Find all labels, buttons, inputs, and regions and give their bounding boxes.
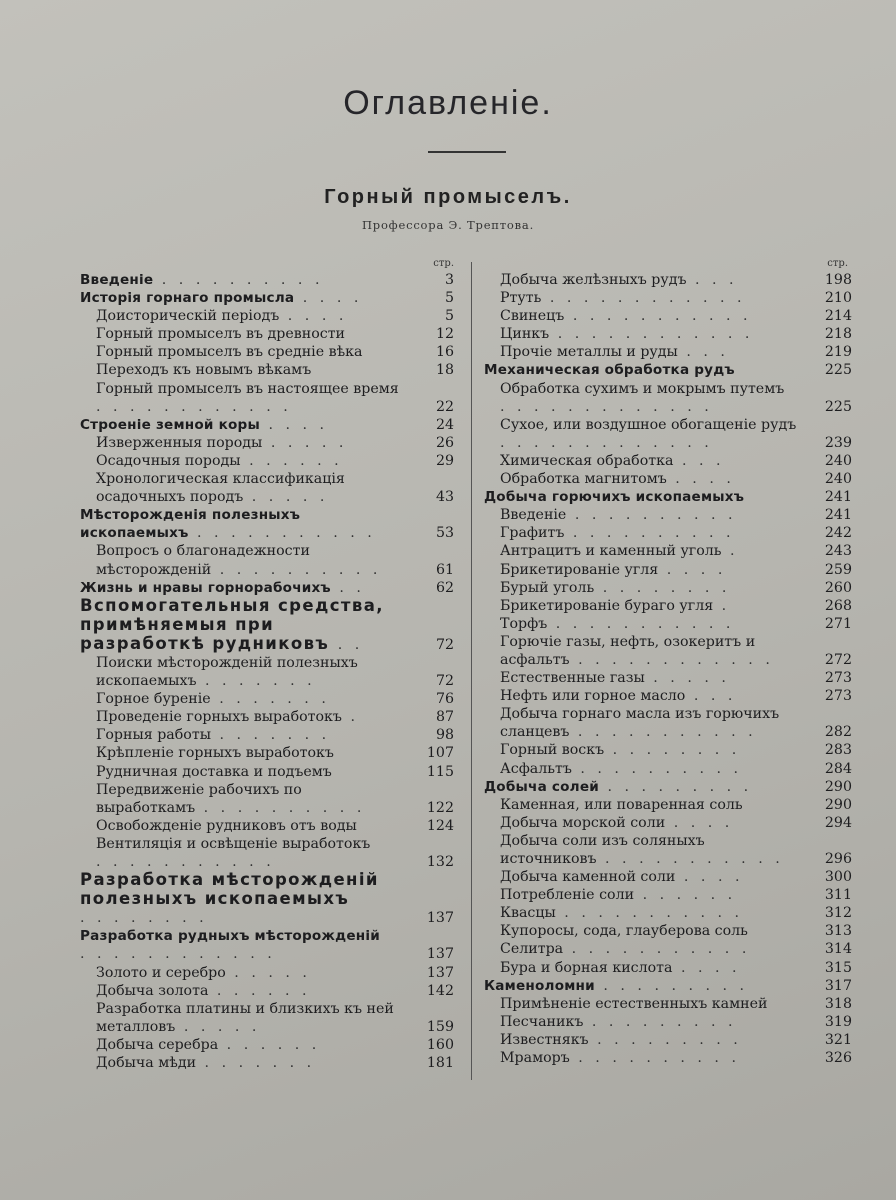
toc-entry	[480, 343, 856, 361]
toc-entry-title: Исторія горнаго промысла	[80, 290, 295, 307]
toc-leader-dots: . . . . .	[175, 1018, 261, 1035]
toc-entry-title: Брикетированіе бураго угля	[500, 597, 714, 614]
toc-leader-dots: . . .	[677, 344, 729, 361]
toc-entry-title: Цинкъ	[500, 326, 550, 343]
toc-page-number: 241	[824, 507, 852, 524]
toc-page-number: 239	[824, 434, 852, 451]
toc-entry-title: Разработка платины и близкихъ къ ней металловъ	[96, 1000, 394, 1035]
toc-entry-title: Освобожденіе рудниковъ отъ воды	[96, 817, 357, 834]
toc-entry	[76, 871, 460, 927]
toc-page-number: 240	[824, 471, 852, 488]
toc-page-number: 12	[435, 326, 454, 343]
toc-page-number: 282	[824, 724, 852, 741]
toc-page-number: 272	[824, 651, 852, 668]
toc-entry-title: Песчаникъ	[500, 1013, 584, 1030]
toc-entry-title: Торфъ	[500, 615, 548, 632]
toc-page-number: 315	[824, 959, 852, 976]
toc-entry	[480, 416, 856, 452]
toc-entry-title: Рудничная доставка и подъемъ	[96, 763, 332, 780]
toc-entry-title: Квасцы	[500, 905, 556, 922]
toc-leader-dots: . . . . . . . . . .	[569, 1050, 740, 1067]
toc-entry	[76, 964, 460, 982]
toc-page-number: 87	[435, 709, 454, 726]
toc-page-number: 259	[824, 561, 852, 578]
toc-entry	[76, 506, 460, 542]
toc-leader-dots: . . . . . . . . . .	[564, 525, 735, 542]
toc-entry-title: Свинецъ	[500, 308, 565, 325]
toc-page-number: 314	[824, 941, 852, 958]
toc-entry	[76, 835, 460, 871]
toc-entry-title: Естественные газы	[500, 670, 645, 687]
toc-leader-dots: . . . .	[279, 308, 348, 325]
toc-entry	[480, 796, 856, 814]
toc-leader-dots: . . . .	[259, 416, 329, 433]
toc-leader-dots: .	[713, 597, 731, 614]
toc-page-number: 115	[426, 763, 454, 780]
toc-entry	[76, 690, 460, 708]
toc-entry	[76, 781, 460, 817]
toc-entry-title: Введеніе	[80, 272, 154, 288]
toc-leader-dots: . . . . . . . . .	[594, 977, 749, 994]
toc-entry	[76, 434, 460, 452]
toc-entry-title: Добыча горнаго масла изъ горючихъ сланцевъ	[500, 706, 780, 741]
toc-leader-dots: . . . . . . . . .	[583, 1013, 737, 1030]
toc-page-number: 214	[824, 308, 852, 325]
toc-leader-dots: . . . . . . . . . . . .	[549, 326, 754, 343]
toc-entry	[480, 615, 856, 633]
page-column-label: стр.	[433, 258, 454, 269]
toc-entry-title: Переходъ къ новымъ вѣкамъ	[96, 362, 312, 379]
toc-page-number: 218	[824, 326, 852, 343]
toc-entry-title: Разработка рудныхъ мѣсторожденій	[80, 928, 380, 945]
toc-page-number: 53	[435, 525, 454, 542]
toc-entry-title: Антрацитъ и каменный уголь	[500, 543, 722, 560]
toc-page-number: 273	[824, 670, 852, 687]
toc-entry	[76, 927, 460, 963]
toc-leader-dots: . . . . . . . . . . . .	[80, 946, 276, 963]
toc-entry	[480, 488, 856, 506]
toc-entry	[480, 506, 856, 524]
toc-leader-dots: . . . . . . . . . . . .	[569, 651, 774, 668]
toc-left-entries	[76, 271, 460, 1072]
toc-entry	[76, 817, 460, 835]
toc-entry	[480, 1031, 856, 1049]
toc-entry	[76, 361, 460, 379]
toc-entry-title: Обработка магнитомъ	[500, 471, 667, 488]
toc-page-number: 198	[824, 272, 852, 288]
toc-page-number: 268	[824, 597, 852, 614]
toc-leader-dots: .	[341, 709, 359, 726]
toc-leader-dots: . . . . . . . . . . .	[569, 724, 757, 741]
toc-leader-dots: . . . .	[666, 471, 735, 488]
toc-entry-title: Механическая обработка рудъ	[484, 362, 735, 379]
toc-leader-dots: . . . . . . . . . . .	[555, 905, 744, 922]
toc-entry-title: Селитра	[500, 941, 564, 958]
toc-entry	[480, 814, 856, 832]
toc-entry-title: Введеніе	[500, 507, 567, 524]
page-title: Оглавленіе.	[343, 84, 553, 122]
toc-entry	[480, 778, 856, 796]
toc-entry	[480, 904, 856, 922]
toc-entry	[76, 726, 460, 744]
toc-entry	[480, 705, 856, 741]
toc-entry	[76, 597, 460, 654]
toc-right-entries	[480, 271, 856, 1067]
toc-leader-dots: . . . . . . . . . . .	[563, 941, 751, 958]
toc-entry	[480, 741, 856, 759]
toc-leader-dots: . . . . .	[225, 964, 311, 981]
toc-entry-title: Доисторическій періодъ	[96, 308, 280, 325]
toc-entry-title: Мѣсторожденія полезныхъ ископаемыхъ	[80, 507, 301, 542]
toc-page-number: 160	[426, 1036, 454, 1053]
toc-entry-title: Вопросъ о благонадежности мѣсторожденій	[96, 543, 310, 578]
toc-entry	[76, 416, 460, 434]
toc-page-number: 313	[824, 923, 852, 940]
toc-entry-title: Добыча соли изъ соляныхъ источниковъ	[500, 832, 705, 867]
toc-entry-title: Прочіе металлы и руды	[500, 344, 678, 361]
toc-entry	[480, 832, 856, 868]
toc-entry	[480, 633, 856, 669]
toc-entry	[480, 922, 856, 940]
toc-entry	[76, 1054, 460, 1072]
toc-leader-dots: . . . . . . .	[196, 673, 316, 690]
toc-entry	[480, 597, 856, 615]
toc-page-number: 321	[824, 1031, 852, 1048]
toc-entry-title: Купоросы, сода, глауберова соль	[500, 923, 748, 940]
toc-entry-title: Добыча серебра	[96, 1036, 219, 1053]
toc-page-number: 241	[824, 489, 852, 506]
toc-page-number: 132	[426, 854, 454, 870]
toc-entry	[480, 470, 856, 488]
toc-entry	[480, 995, 856, 1013]
toc-entry	[76, 982, 460, 1000]
toc-entry	[76, 271, 460, 289]
toc-page-number: 296	[824, 851, 852, 867]
toc-page-number: 98	[435, 727, 454, 744]
toc-entry	[76, 343, 460, 361]
toc-page-number: 16	[435, 344, 454, 361]
toc-entry-title: Каменоломни	[484, 977, 595, 994]
toc-entry-title: Брикетированіе угля	[500, 561, 659, 578]
toc-page-number: 43	[435, 489, 454, 506]
toc-page-number: 142	[426, 982, 454, 999]
toc-entry	[76, 380, 460, 416]
toc-entry	[76, 542, 460, 578]
toc-page-number: 225	[824, 398, 852, 415]
toc-page-number: 312	[824, 905, 852, 922]
toc-entry-title: Каменная, или поваренная соль	[500, 796, 743, 813]
toc-entry-title: Асфальтъ	[500, 760, 572, 777]
toc-entry	[76, 325, 460, 343]
toc-entry-title: Потребленіе соли	[500, 887, 635, 904]
toc-entry-title: Добыча горючихъ ископаемыхъ	[484, 489, 745, 506]
toc-page-number: 219	[824, 344, 852, 361]
toc-entry	[480, 271, 856, 289]
toc-leader-dots: . . . . . . . . . . . . .	[500, 398, 713, 415]
toc-leader-dots: . . . . . . .	[211, 727, 331, 744]
toc-entry-title: Горный воскъ	[500, 742, 605, 759]
toc-entry	[480, 669, 856, 687]
toc-leader-dots: . . . . . . . .	[604, 742, 741, 759]
toc-page-number: 290	[824, 796, 852, 813]
toc-entry	[480, 542, 856, 560]
column-divider	[471, 262, 472, 1080]
toc-page-number: 24	[435, 416, 454, 433]
toc-entry-title: Золото и серебро	[96, 964, 226, 981]
toc-leader-dots: . . . . . .	[240, 452, 343, 469]
toc-leader-dots: . . . . . . . . . . .	[96, 854, 275, 870]
toc-entry	[76, 1036, 460, 1054]
toc-leader-dots: . . . . .	[262, 434, 348, 451]
toc-page-number: 29	[435, 452, 454, 469]
toc-entry	[480, 760, 856, 778]
toc-page-number: 290	[824, 778, 852, 795]
toc-entry-title: Мраморъ	[500, 1050, 570, 1067]
toc-entry-title: Разработка мѣсторожденій полезныхъ ископаемыхъ	[80, 870, 379, 909]
toc-entry	[480, 868, 856, 886]
toc-page-number: 273	[824, 688, 852, 705]
toc-entry-title: Проведеніе горныхъ выработокъ	[96, 709, 342, 726]
toc-leader-dots: .	[721, 543, 739, 560]
toc-page-number: 124	[426, 817, 454, 834]
toc-page-number: 319	[824, 1013, 852, 1030]
toc-leader-dots: . . . . . . . . . . .	[188, 525, 376, 542]
toc-entry-title: Ртуть	[500, 290, 542, 307]
toc-entry	[76, 1000, 460, 1036]
toc-page-number: 122	[426, 799, 454, 816]
toc-page-number: 243	[824, 543, 852, 560]
toc-entry	[480, 687, 856, 705]
toc-entry	[480, 452, 856, 470]
toc-entry	[480, 977, 856, 995]
toc-entry	[480, 886, 856, 904]
toc-entry-title: Добыча золота	[96, 982, 209, 999]
toc-page-number: 137	[426, 964, 454, 981]
toc-page-number: 18	[435, 362, 454, 379]
toc-entry-title: Поиски мѣсторожденій полезныхъ ископаемыхъ	[96, 654, 358, 690]
toc-leader-dots: . . . . . . . . . . .	[564, 308, 752, 325]
toc-leader-dots: . .	[330, 579, 365, 596]
toc-entry-title: Жизнь и нравы горнорабочихъ	[80, 579, 331, 596]
toc-entry-title: Изверженныя породы	[96, 434, 263, 451]
toc-entry-title: Вентиляція и освѣщеніе выработокъ	[96, 835, 371, 852]
toc-leader-dots: . . . . . . . . . .	[571, 760, 743, 777]
toc-leader-dots: . . . . . . . . . . .	[596, 851, 784, 867]
toc-page-number: 260	[824, 579, 852, 596]
toc-page-number: 317	[824, 977, 852, 994]
toc-entry-title: Горное буреніе	[96, 691, 211, 708]
toc-entry-title: Хронологическая классификація осадочныхъ породъ	[96, 471, 345, 506]
toc-page-number: 318	[824, 995, 852, 1012]
toc-entry	[76, 579, 460, 597]
toc-page-number: 26	[435, 434, 454, 451]
toc-leader-dots: . . . . . . . . .	[598, 778, 753, 795]
toc-page-number: 5	[444, 308, 454, 325]
toc-entry-title: Бурый уголь	[500, 579, 595, 596]
toc-entry-title: Добыча солей	[484, 778, 599, 795]
page-column-label: стр.	[827, 258, 848, 269]
toc-leader-dots: . .	[329, 636, 364, 653]
toc-entry	[480, 361, 856, 379]
toc-entry-title: Нефть или горное масло	[500, 688, 686, 705]
toc-entry-title: Горный промыселъ въ средніе вѣка	[96, 344, 363, 361]
toc-entry-title: Обработка сухимъ и мокрымъ путемъ	[500, 380, 785, 397]
toc-leader-dots: . . . . . . . . .	[588, 1031, 742, 1048]
toc-leader-dots: . . . . . . . . . . .	[547, 615, 735, 632]
toc-page-number: 137	[426, 946, 454, 963]
toc-leader-dots: . . . . . . . .	[594, 579, 731, 596]
toc-page-number: 22	[435, 398, 454, 415]
toc-page-number: 242	[824, 525, 852, 542]
toc-page-number: 72	[435, 636, 454, 653]
author-line: Профессора Э. Трептова.	[361, 218, 535, 232]
toc-leader-dots: . . . .	[665, 814, 734, 831]
toc-leader-dots: . . .	[673, 452, 725, 469]
toc-page-number: 159	[426, 1018, 454, 1035]
toc-leader-dots: . . . . . . . . . . . .	[541, 290, 746, 307]
toc-entry	[480, 1013, 856, 1031]
toc-entry	[76, 708, 460, 726]
toc-entry-title: Сухое, или воздушное обогащеніе рудъ	[500, 416, 797, 433]
toc-page-number: 311	[824, 887, 852, 904]
toc-page-number: 326	[824, 1050, 852, 1067]
toc-page-number: 72	[435, 673, 454, 690]
toc-leader-dots: . . . . . . . . . . . . .	[500, 434, 713, 451]
toc-page-number: 137	[426, 910, 454, 927]
toc-entry	[76, 470, 460, 506]
toc-page-number: 210	[824, 290, 852, 307]
toc-page-number: 3	[444, 272, 454, 288]
toc-page-number: 62	[435, 579, 454, 596]
title-divider	[428, 151, 506, 153]
toc-entry-title: Известнякъ	[500, 1031, 589, 1048]
toc-page-number: 240	[824, 452, 852, 469]
toc-leader-dots: . . . . . . . . . .	[566, 507, 737, 524]
toc-page-number: 107	[426, 745, 454, 762]
toc-entry	[76, 452, 460, 470]
toc-leader-dots: . . . . . . .	[210, 691, 330, 708]
toc-entry	[480, 1049, 856, 1067]
toc-entry-title: Примѣненіе естественныхъ камней	[500, 995, 768, 1012]
toc-entry-title: Строеніе земной коры	[80, 416, 260, 433]
toc-page-number: 283	[824, 742, 852, 759]
toc-leader-dots: . . . .	[294, 290, 363, 307]
toc-entry	[480, 289, 856, 307]
toc-leader-dots: . . . . . .	[208, 982, 311, 999]
toc-entry-title: Горный промыселъ въ настоящее время	[96, 380, 399, 397]
toc-entry-title: Химическая обработка	[500, 452, 674, 469]
toc-entry	[480, 959, 856, 977]
toc-entry	[480, 380, 856, 416]
toc-leader-dots: . . .	[685, 688, 737, 705]
toc-page-number: 181	[426, 1055, 454, 1072]
toc-leader-dots: . . . . . . . . . .	[195, 799, 366, 816]
toc-entry	[76, 289, 460, 307]
toc-entry-title: Добыча каменной соли	[500, 869, 676, 886]
toc-entry-title: Бура и борная кислота	[500, 959, 673, 976]
toc-page-number: 61	[435, 561, 454, 578]
toc-page-number: 5	[444, 290, 454, 307]
toc-leader-dots: . . . . . .	[634, 887, 737, 904]
toc-leader-dots: . . . .	[672, 959, 741, 976]
toc-page-number: 76	[435, 691, 454, 708]
toc-entry-title: Добыча желѣзныхъ рудъ	[500, 272, 687, 288]
toc-entry	[480, 561, 856, 579]
toc-entry-title: Добыча мѣди	[96, 1055, 197, 1072]
toc-entry-title: Добыча морской соли	[500, 814, 666, 831]
toc-entry	[480, 524, 856, 542]
toc-leader-dots: . . . . . . . . . .	[153, 272, 324, 288]
toc-entry-title: Графитъ	[500, 525, 565, 542]
toc-page-number: 271	[824, 615, 852, 632]
toc-entry-title: Передвиженіе рабочихъ по выработкамъ	[96, 781, 302, 816]
toc-entry-title: Осадочныя породы	[96, 452, 241, 469]
toc-entry-title: Вспомогательныя средства, примѣняемыя при разработкѣ рудниковъ	[80, 595, 384, 653]
toc-leader-dots: . . . . . . . . . .	[211, 561, 382, 578]
toc-entry	[76, 763, 460, 781]
toc-leader-dots: . . . .	[658, 561, 727, 578]
toc-entry	[480, 325, 856, 343]
toc-leader-dots: . . . .	[675, 869, 744, 886]
toc-entry	[76, 744, 460, 762]
toc-entry	[480, 940, 856, 958]
toc-leader-dots: . . .	[686, 272, 738, 288]
section-title: Горный промыселъ.	[324, 186, 572, 208]
toc-leader-dots: . . . . .	[644, 670, 730, 687]
toc-leader-dots: . . . . . . . . . . . .	[96, 398, 292, 415]
toc-leader-dots: . . . . . . . .	[80, 910, 208, 927]
toc-leader-dots: . . . . . .	[218, 1036, 321, 1053]
toc-page-number: 300	[824, 869, 852, 886]
toc-entry-title: Горючіе газы, нефть, озокеритъ и асфальтъ	[500, 633, 756, 668]
toc-entry-title: Горный промыселъ въ древности	[96, 326, 346, 343]
toc-entry	[76, 654, 460, 690]
toc-entry	[480, 307, 856, 325]
toc-entry-title: Горныя работы	[96, 727, 211, 744]
toc-page-number: 225	[824, 362, 852, 379]
toc-entry	[480, 579, 856, 597]
toc-entry-title: Крѣпленіе горныхъ выработокъ	[96, 745, 334, 762]
toc-page-number: 294	[824, 814, 852, 831]
toc-entry	[76, 307, 460, 325]
toc-page-number: 284	[824, 760, 852, 777]
toc-leader-dots: . . . . .	[243, 489, 329, 506]
toc-leader-dots: . . . . . . .	[196, 1055, 316, 1072]
